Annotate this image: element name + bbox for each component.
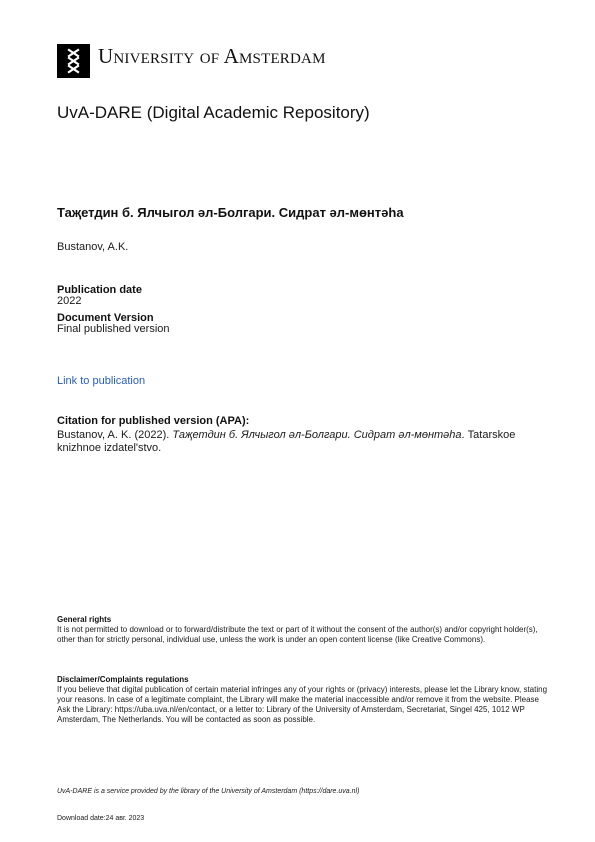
general-rights-text: It is not permitted to download or to forward/distribute the text or part of it without the consent of the author(s) and/or copyright holder(s), other than for strictly personal, individual use, unless the work is under an open content license (like Creative Commons).: [57, 625, 538, 644]
citation-text: [57, 429, 557, 455]
download-date: Download date:24 авг. 2023: [57, 815, 145, 822]
general-rights-heading: General rights: [57, 615, 112, 624]
citation-title: Таҗетдин б. Ялчыгол әл-Болгари. Сидрат әл-мөнтәһа: [172, 429, 462, 441]
citation-label: Citation for published version (APA):: [57, 415, 250, 427]
footer-note: UvA-DARE is a service provided by the library of the University of Amsterdam (https://dare.uva.nl): [57, 788, 360, 795]
university-name-text: University of Amsterdam: [98, 44, 326, 68]
publication-date-value: 2022: [57, 295, 82, 307]
citation-suffix: . Tatarskoe knizhnoe izdatel'stvo.: [57, 429, 516, 454]
document-version-label: Document Version: [57, 312, 154, 324]
publication-title: Таҗетдин б. Ялчыгол әл-Болгари. Сидрат әл-мөнтәһа: [57, 205, 404, 220]
disclaimer-text: If you believe that digital publication of certain material infringes any of your rights or (privacy) interests, please let the Library know, stating your reasons. In case of a legitimate complaint, the Library will make the material inaccessible and/or remove it from the website. Please Ask the Library: https://uba.uva.nl/en/contact, or a letter to: Library of the University of Amsterdam, Secretariat, Singel 425, 1012 WP Amsterdam, The Netherlands. You will be contacted as soon as possible.: [57, 685, 548, 724]
uva-logo-icon: [57, 44, 90, 78]
repository-title: UvA-DARE (Digital Academic Repository): [57, 103, 370, 122]
author-name: Bustanov, A.K.: [57, 241, 129, 253]
link-to-publication[interactable]: Link to publication: [57, 375, 146, 387]
citation-prefix: Bustanov, A. K. (2022).: [57, 429, 173, 441]
university-name: [98, 44, 326, 69]
document-version-value: Final published version: [57, 323, 170, 335]
publication-date-label: Publication date: [57, 284, 142, 296]
disclaimer-heading: Disclaimer/Complaints regulations: [57, 675, 189, 684]
